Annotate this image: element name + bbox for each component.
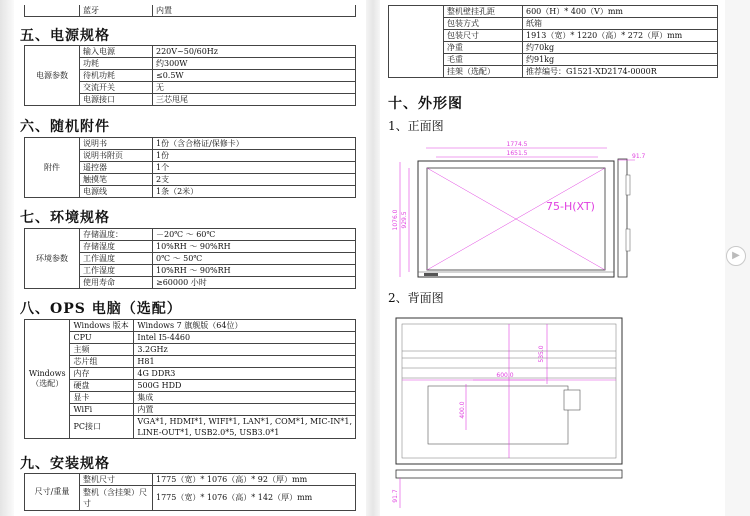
dimension-text: 535.0 xyxy=(538,345,545,363)
spec-value: 3.2GHz xyxy=(134,344,356,356)
spec-key: WiFi xyxy=(70,404,134,416)
side-port xyxy=(626,175,630,195)
dimension-text: 1774.5 xyxy=(506,141,528,148)
page-edge-right xyxy=(725,0,750,516)
section-title-outline: 十、外形图 xyxy=(388,96,463,112)
spec-value: 无 xyxy=(153,82,356,94)
install-table xyxy=(24,473,356,511)
spec-value: 1条（2米） xyxy=(153,186,356,198)
spec-value: Windows 7 旗舰版（64位） xyxy=(134,320,356,332)
spec-key: 挂架（选配） xyxy=(444,66,523,78)
spec-key: PC接口 xyxy=(70,416,134,439)
bluetooth-table xyxy=(24,5,356,17)
power-table xyxy=(24,45,356,106)
spec-key: 净重 xyxy=(444,42,523,54)
spec-value: 集成 xyxy=(134,392,356,404)
spec-key: 工作湿度 xyxy=(80,265,153,277)
spec-key: 待机功耗 xyxy=(80,70,153,82)
table-row xyxy=(25,138,356,150)
table-row xyxy=(25,404,356,416)
spec-value: 约91kg xyxy=(523,54,718,66)
spec-value: 10%RH ～ 90%RH xyxy=(153,265,356,277)
spec-key: 主频 xyxy=(70,344,134,356)
spec-key: 说明书附页 xyxy=(80,150,153,162)
spec-value: ≤0.5W xyxy=(153,70,356,82)
spec-key: 存储湿度 xyxy=(80,241,153,253)
spec-value: 1个 xyxy=(153,162,356,174)
spec-category: 尺寸/重量 xyxy=(25,474,80,511)
model-label: 75-H(XT) xyxy=(546,200,595,213)
dimension-text: 929.5 xyxy=(401,211,408,229)
spec-key: 毛重 xyxy=(444,54,523,66)
table-row xyxy=(25,46,356,58)
table-row xyxy=(25,380,356,392)
spec-key: 显卡 xyxy=(70,392,134,404)
vesa-plate xyxy=(428,386,568,444)
spec-value: 600（H）* 400（V）mm xyxy=(523,6,718,18)
spec-key xyxy=(80,486,153,511)
table-row xyxy=(25,368,356,380)
spec-value: Intel I5-4460 xyxy=(134,332,356,344)
spec-value: 2支 xyxy=(153,174,356,186)
spec-value: H81 xyxy=(134,356,356,368)
spec-key: 芯片组 xyxy=(70,356,134,368)
spec-value: 10%RH ～ 90%RH xyxy=(153,241,356,253)
spec-key: 说明书 xyxy=(80,138,153,150)
spec-value: 纸箱 xyxy=(523,18,718,30)
left-page xyxy=(14,0,366,516)
spec-key: 工作温度 xyxy=(80,253,153,265)
spec-value: 约70kg xyxy=(523,42,718,54)
spec-value: 500G HDD xyxy=(134,380,356,392)
dimension-text: 400.0 xyxy=(459,401,466,419)
spec-key: Windows 版本 xyxy=(70,320,134,332)
front-view-title: 1、正面图 xyxy=(388,119,444,133)
section-title-power: 五、电源规格 xyxy=(20,28,110,44)
spec-key: 输入电源 xyxy=(80,46,153,58)
page-edge-left xyxy=(0,0,14,516)
spec-value: 推荐编号：G1521-XD2174-0000R xyxy=(523,66,718,78)
ops-table xyxy=(24,319,356,439)
spec-value-line: LINE-OUT*1, USB2.0*5, USB3.0*1 xyxy=(137,428,280,437)
table-row xyxy=(25,356,356,368)
spec-key-line: 寸 xyxy=(83,499,91,508)
section-title-environment: 七、环境规格 xyxy=(20,210,110,226)
spec-category: 电源参数 xyxy=(25,46,80,106)
spec-key: 电源线 xyxy=(80,186,153,198)
table-row xyxy=(25,5,356,17)
spec-key: 内存 xyxy=(70,368,134,380)
table-row xyxy=(25,332,356,344)
section-title-install: 九、安装规格 xyxy=(20,456,110,472)
spec-value: ≥60000 小时 xyxy=(153,277,356,289)
spec-key: 整机壁挂孔距 xyxy=(444,6,523,18)
section-title-ops: 八、OPS 电脑（选配） xyxy=(20,301,182,317)
spec-key: 蓝牙 xyxy=(80,5,153,17)
table-row xyxy=(25,229,356,241)
dimension-text: 1651.5 xyxy=(506,150,528,157)
side-view xyxy=(618,159,627,277)
spec-value: 1775（宽）* 1076（高）* 142（厚）mm xyxy=(153,486,356,511)
spec-key: 遥控器 xyxy=(80,162,153,174)
table-row xyxy=(25,474,356,486)
back-view-title: 2、背面图 xyxy=(388,291,444,305)
next-page-arrow-icon[interactable]: ▶ xyxy=(726,246,746,266)
table-row xyxy=(25,344,356,356)
environment-table xyxy=(24,228,356,289)
dimension-text: 1076.0 xyxy=(392,209,399,231)
spec-value: 4G DDR3 xyxy=(134,368,356,380)
spec-key: 触摸笔 xyxy=(80,174,153,186)
spec-category xyxy=(25,320,70,439)
table-row xyxy=(25,320,356,332)
spec-value: 1913（宽）* 1220（高）* 272（厚）mm xyxy=(523,30,718,42)
right-page xyxy=(380,0,725,516)
spec-value: 220V~50/60Hz xyxy=(153,46,356,58)
spec-key: 硬盘 xyxy=(70,380,134,392)
dimension-text: 91.7 xyxy=(392,489,399,503)
spec-value: －20℃ ～ 60℃ xyxy=(153,229,356,241)
spec-key: 包装尺寸 xyxy=(444,30,523,42)
spec-key-line: 整机（含挂架）尺 xyxy=(83,488,147,497)
front-buttons xyxy=(424,273,438,276)
spec-value-line: VGA*1, HDMI*1, WIFI*1, LAN*1, COM*1, MIC-IN*1, xyxy=(137,417,352,426)
install-cont-table xyxy=(388,5,718,78)
front-view-drawing xyxy=(380,135,725,285)
table-row xyxy=(389,6,718,18)
spec-value: 内置 xyxy=(153,5,356,17)
spec-value: 三芯甩尾 xyxy=(153,94,356,106)
spec-category xyxy=(389,6,444,78)
spec-category-line: Windows xyxy=(28,369,66,378)
vent-grille xyxy=(564,390,580,410)
spec-value: 1份（含合格证/保修卡） xyxy=(153,138,356,150)
spec-value: 1份 xyxy=(153,150,356,162)
dimension-text: 91.7 xyxy=(632,153,646,160)
spec-category: 附件 xyxy=(25,138,80,198)
spec-category-line: （选配） xyxy=(31,379,64,388)
spec-category: 环境参数 xyxy=(25,229,80,289)
spec-value: 约300W xyxy=(153,58,356,70)
spec-value xyxy=(134,416,356,439)
spec-key: 存储温度： xyxy=(80,229,153,241)
spec-value: 1775（宽）* 1076（高）* 92（厚）mm xyxy=(153,474,356,486)
table-row xyxy=(25,416,356,439)
accessories-table xyxy=(24,137,356,198)
spec-value: 内置 xyxy=(134,404,356,416)
spec-key: 使用寿命 xyxy=(80,277,153,289)
spec-value: 0℃ ～ 50℃ xyxy=(153,253,356,265)
spec-key: 包装方式 xyxy=(444,18,523,30)
page-gutter xyxy=(366,0,380,516)
spec-key: 功耗 xyxy=(80,58,153,70)
table-row xyxy=(25,392,356,404)
section-title-accessories: 六、随机附件 xyxy=(20,119,110,135)
spec-key: 电源接口 xyxy=(80,94,153,106)
spec-key: 交流开关 xyxy=(80,82,153,94)
bottom-view xyxy=(396,470,622,478)
dimension-text: 600.0 xyxy=(496,372,514,379)
side-port xyxy=(626,229,630,251)
spec-key: CPU xyxy=(70,332,134,344)
spec-key: 整机尺寸 xyxy=(80,474,153,486)
back-view-drawing xyxy=(380,306,725,516)
